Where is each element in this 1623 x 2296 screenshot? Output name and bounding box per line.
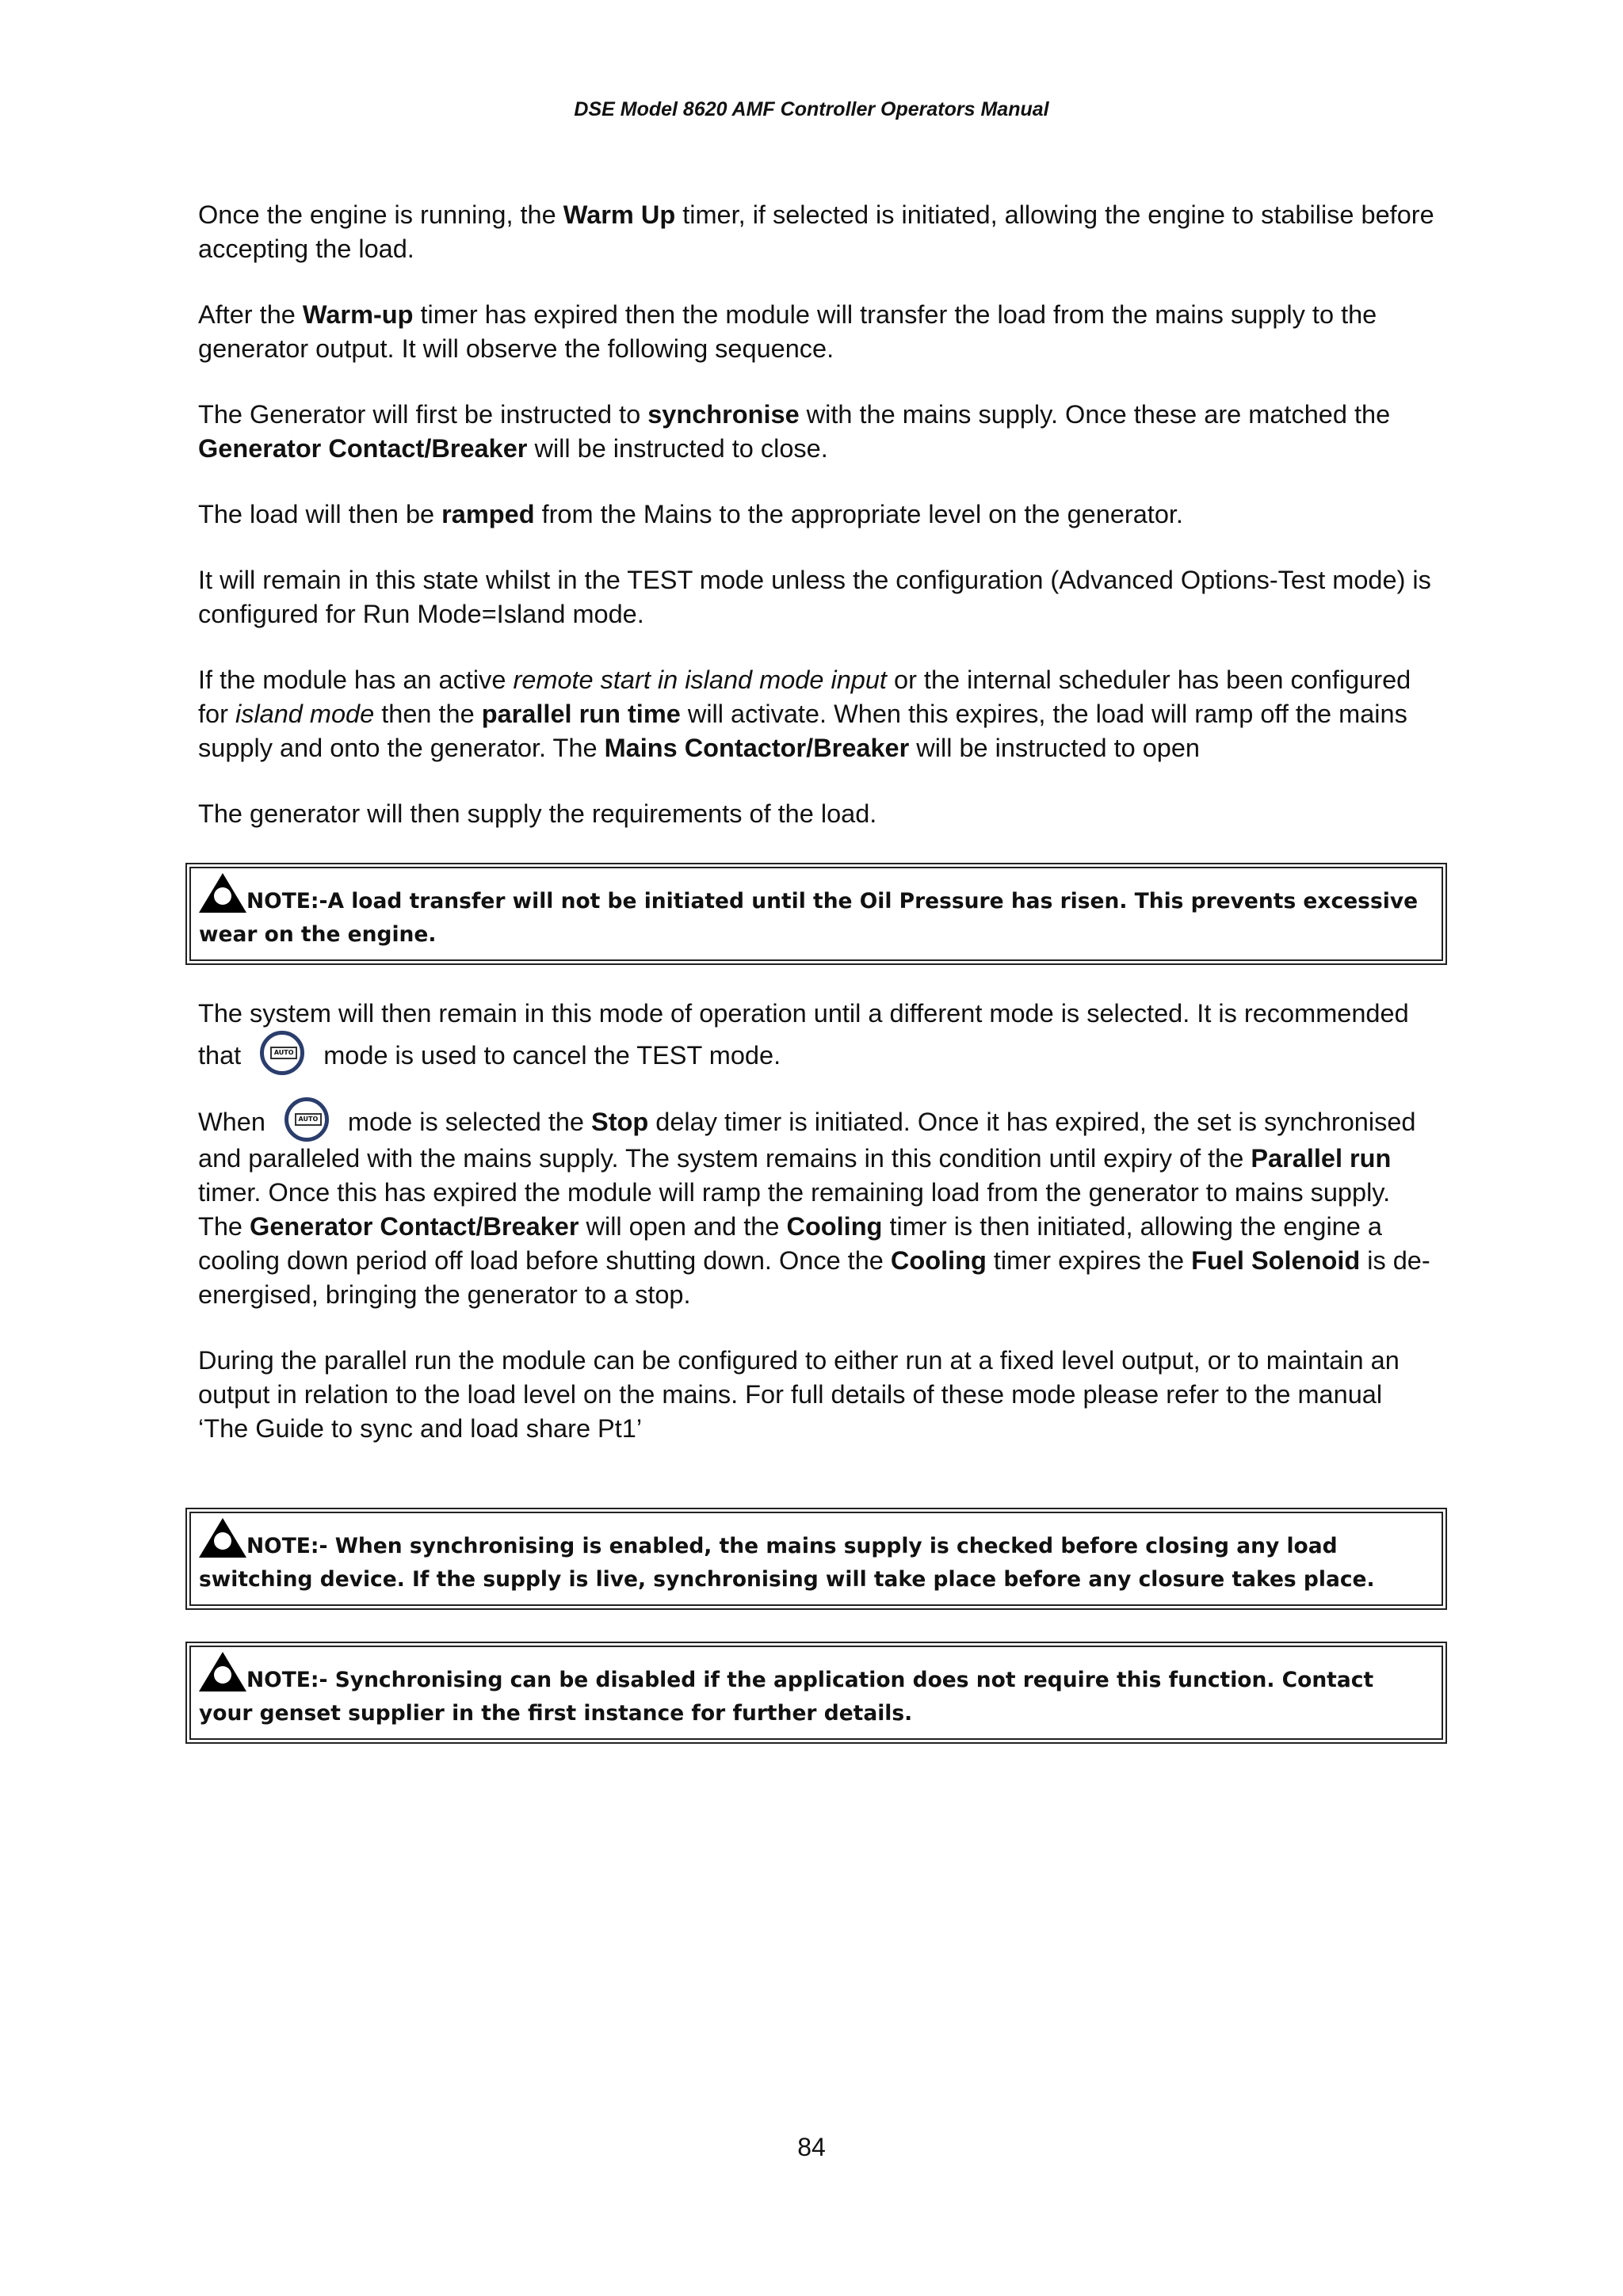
- warning-icon: [199, 1518, 246, 1558]
- note-box-oil-pressure: [185, 863, 1447, 965]
- note-box-synchronising-enabled: [185, 1508, 1447, 1610]
- page-content: [198, 198, 1434, 1775]
- note-text: NOTE:-A load transfer will not be initiated until the Oil Pressure has risen. This prevents excessive wear on the engine.: [199, 889, 1419, 947]
- paragraph-warm-up: Once the engine is running, the Warm Up timer, if selected is initiated, allowing the engine to stabilise before accepting the load.: [198, 200, 1434, 263]
- page-header: DSE Model 8620 AMF Controller Operators Manual: [574, 98, 1049, 120]
- page-number: 84: [797, 2133, 826, 2161]
- paragraph-synchronise: The Generator will first be instructed to synchronise with the mains supply. Once these are matched the Generator Contact/Breaker will be instructed to close.: [198, 400, 1391, 463]
- paragraph-transfer: After the Warm-up timer has expired then the module will transfer the load from the mains supply to the generator output. It will observe the following sequence.: [198, 300, 1377, 363]
- paragraph-cancel-test: The system will then remain in this mode of operation until a different mode is selected. It is recommended that AUTO mode is used to cancel the TEST mode.: [198, 997, 1434, 1075]
- note-box-synchronising-disabled: [185, 1642, 1447, 1744]
- auto-mode-button-icon: AUTO: [285, 1097, 329, 1142]
- paragraph-stop-delay: When AUTO mode is selected the Stop delay timer is initiated. Once it has expired, the set is synchronised and paralleled with the mains supply. The system remains in this condition until expiry of the Parallel run timer. Once this has expired the module will ramp the remaining load from the generator to mains supply. The Generator Contact/Breaker will open and the Cooling timer is then initiated, allowing the engine a cooling down period off load before shutting down. Once the Cooling timer expires the Fuel Solenoid is de-energised, bringing the generator to a stop.: [198, 1097, 1434, 1312]
- note-text: NOTE:- When synchronising is enabled, the mains supply is checked before closing any load switching device. If the supply is live, synchronising will take place before any closure takes place.: [199, 1534, 1375, 1592]
- paragraph-test-mode: It will remain in this state whilst in the TEST mode unless the configuration (Advanced Options-Test mode) is configured for Run Mode=Island mode.: [198, 566, 1431, 628]
- auto-mode-button-icon: AUTO: [260, 1031, 304, 1075]
- paragraph-parallel-run: During the parallel run the module can be configured to either run at a fixed level output, or to maintain an output in relation to the load level on the mains. For full details of these mode please refer to the manual ‘The Guide to sync and load share Pt1’: [198, 1346, 1400, 1443]
- paragraph-ramped: The load will then be ramped from the Mains to the appropriate level on the generator.: [198, 500, 1183, 528]
- warning-icon: [199, 873, 246, 913]
- warning-icon: [199, 1652, 246, 1691]
- note-text: NOTE:- Synchronising can be disabled if the application does not require this function. Contact your genset supplier in the first instance for further details.: [199, 1668, 1374, 1726]
- paragraph-island-mode: If the module has an active remote start in island mode input or the internal scheduler has been configured for island mode then the parallel run time will activate. When this expires, the load will ramp off the mains supply and onto the generator. The Mains Contactor/Breaker will be instructed to open: [198, 666, 1411, 762]
- paragraph-supply-load: The generator will then supply the requirements of the load.: [198, 799, 877, 828]
